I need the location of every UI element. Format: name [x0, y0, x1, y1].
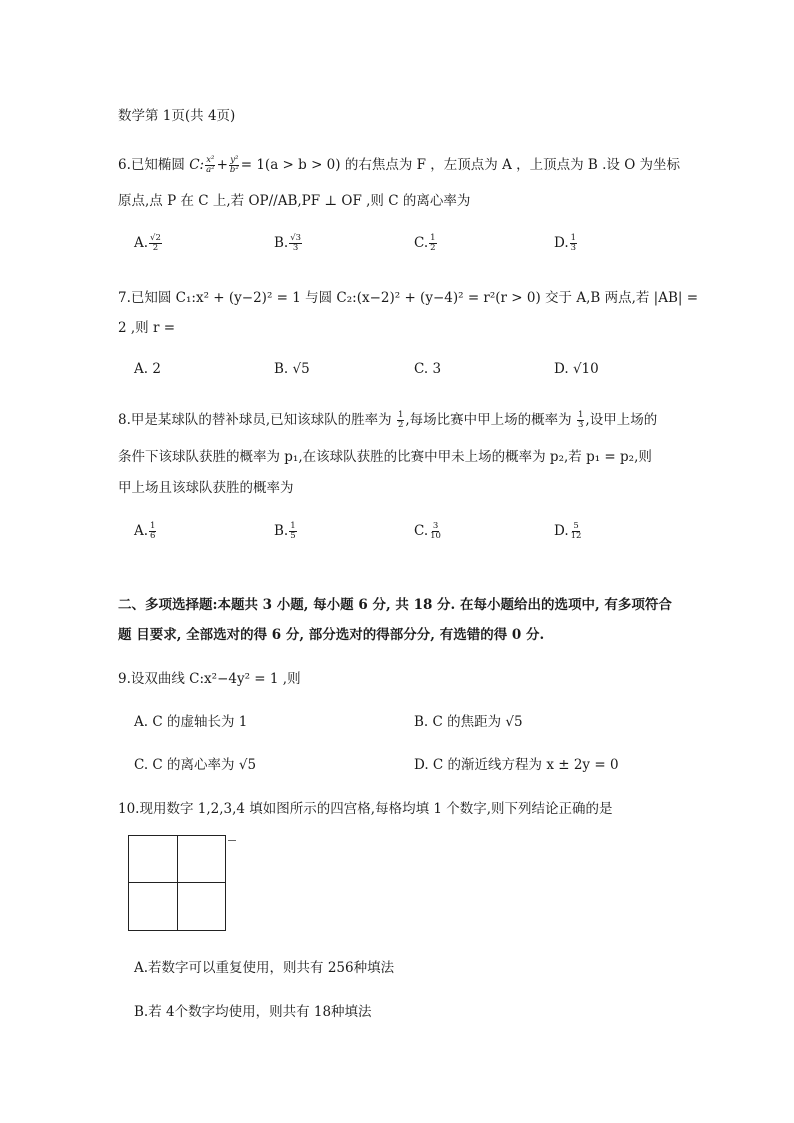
- option-label: C.: [414, 361, 433, 377]
- win-rate-fraction: $\frac{1}{2}$: [397, 410, 404, 430]
- question-8-option-d[interactable]: [554, 522, 583, 541]
- option-numerator: 3: [432, 521, 439, 531]
- question-8-line3: 甲上场且该球队获胜的概率为: [118, 480, 294, 496]
- page-header: 数学第 1页(共 4页): [118, 108, 236, 124]
- question-10-option-a[interactable]: A.若数字可以重复使用，则共有 256种填法: [134, 960, 395, 976]
- question-6-eq-tail: = 1(a > b > 0): [240, 157, 341, 173]
- option-label: B.: [274, 523, 289, 539]
- option-value: 2: [152, 361, 161, 377]
- question-7-option-b[interactable]: [274, 361, 310, 377]
- question-9-option-d[interactable]: D. C 的渐近线方程为 x ± 2y = 0: [414, 757, 619, 773]
- four-cell-grid-figure: [128, 835, 226, 931]
- question-7-line2: 2 ,则 r =: [118, 320, 176, 336]
- question-6-text-a: 已知椭圆: [130, 157, 190, 173]
- question-8-line1: [118, 408, 657, 430]
- question-9-option-b[interactable]: B. C 的焦距为 √5: [414, 714, 523, 730]
- option-numerator: 1: [570, 233, 577, 243]
- play-probability-fraction: $\frac{1}{3}$: [577, 410, 584, 430]
- question-9-stem: 9.设双曲线 C:x²−4y² = 1 ,则: [118, 671, 301, 687]
- option-label: D.: [554, 235, 569, 251]
- option-denominator: 2: [430, 243, 436, 253]
- option-denominator: 12: [570, 531, 582, 541]
- question-6-line2: 原点,点 P 在 C 上,若 OP//AB,PF ⊥ OF ,则 C 的离心率为: [118, 193, 471, 209]
- option-numerator: √3: [290, 233, 302, 243]
- question-6-option-d[interactable]: [554, 234, 578, 253]
- question-8-line2: 条件下该球队获胜的概率为 p₁,在该球队获胜的比赛中甲未上场的概率为 p₂,若 p₁ = p₂,则: [118, 449, 652, 465]
- grid-edge-mark: [228, 840, 236, 841]
- question-7-option-d[interactable]: [554, 361, 599, 377]
- question-7-line1: 7.已知圆 C₁:x² + (y−2)² = 1 与圆 C₂:(x−2)² + (y−4)² = r²(r > 0) 交于 A,B 两点,若 |AB| =: [118, 290, 699, 306]
- ellipse-term-y: $\frac{\text{y²}}{\text{b²}}$: [229, 155, 239, 175]
- ellipse-term-x: $\frac{\text{x²}}{\text{a²}}$: [206, 155, 215, 175]
- question-9-option-a[interactable]: A. C 的虚轴长为 1: [134, 714, 248, 730]
- option-denominator: 5: [290, 531, 296, 541]
- question-6-option-c[interactable]: [414, 234, 438, 253]
- option-label: C.: [414, 523, 429, 539]
- question-6-ellipse-label: C:: [189, 157, 205, 173]
- option-numerator: 1: [430, 233, 436, 243]
- option-denominator: 10: [430, 531, 441, 541]
- grid-horizontal-line: [129, 882, 225, 883]
- option-numerator: 1: [150, 521, 156, 531]
- question-8-text-a: 8.甲是某球队的替补球员,已知该球队的胜率为: [118, 412, 396, 428]
- option-label: A.: [134, 361, 153, 377]
- question-10-option-b[interactable]: B.若 4个数字均使用，则共有 18种填法: [134, 1004, 372, 1020]
- option-label: D.: [554, 523, 569, 539]
- question-6-line1: 6.已知椭圆 C: $\frac{\text{x²}}{\text{a²}}$ + $\frac{\text{y²}}{\text{b²}}$ = 1(a > b > 0) 的右焦点为 F ，左顶点为 A ，上顶点为 B .设 O 为坐标: [118, 155, 681, 175]
- option-denominator: 2: [152, 243, 159, 253]
- option-denominator: 3: [292, 243, 299, 253]
- question-8-option-b[interactable]: [274, 522, 298, 541]
- option-denominator: 6: [150, 531, 156, 541]
- option-value: 3: [432, 361, 442, 377]
- question-8-option-a[interactable]: [134, 522, 157, 541]
- section-2-instructions-line1: 二、多项选择题:本题共 3 小题, 每小题 6 分, 共 18 分. 在每小题给出的选项中, 有多项符合: [118, 597, 672, 613]
- question-6-text-b: 的右焦点为 F ，左顶点为 A ，上顶点为 B .设 O 为坐标: [340, 157, 681, 173]
- question-8-text-c: ,设甲上场的: [585, 412, 658, 428]
- option-label: D.: [554, 361, 573, 377]
- question-7-option-a[interactable]: [134, 361, 161, 377]
- option-label: B.: [274, 235, 289, 251]
- option-label: B.: [274, 361, 293, 377]
- option-value: √10: [572, 361, 599, 377]
- option-label: A.: [134, 523, 149, 539]
- question-6-number: 6.: [118, 157, 131, 173]
- section-2-instructions-line2: 题 目要求, 全部选对的得 6 分, 部分选对的得部分分, 有选错的得 0 分.: [118, 627, 545, 643]
- question-7-option-c[interactable]: [414, 361, 441, 377]
- option-value: √5: [292, 361, 310, 377]
- option-label: C.: [414, 235, 429, 251]
- option-numerator: √2: [150, 233, 161, 243]
- question-6-option-b[interactable]: [274, 234, 303, 253]
- option-label: A.: [134, 235, 149, 251]
- question-8-text-b: ,每场比赛中甲上场的概率为: [405, 412, 576, 428]
- question-6-option-a[interactable]: [134, 234, 163, 253]
- question-10-stem: 10.现用数字 1,2,3,4 填如图所示的四宫格,每格均填 1 个数字,则下列结论正确的是: [118, 801, 613, 817]
- question-8-option-c[interactable]: [414, 522, 443, 541]
- question-9-option-c[interactable]: C. C 的离心率为 √5: [134, 757, 257, 773]
- option-numerator: 1: [290, 521, 296, 531]
- option-denominator: 3: [570, 243, 577, 253]
- option-numerator: 5: [573, 521, 579, 531]
